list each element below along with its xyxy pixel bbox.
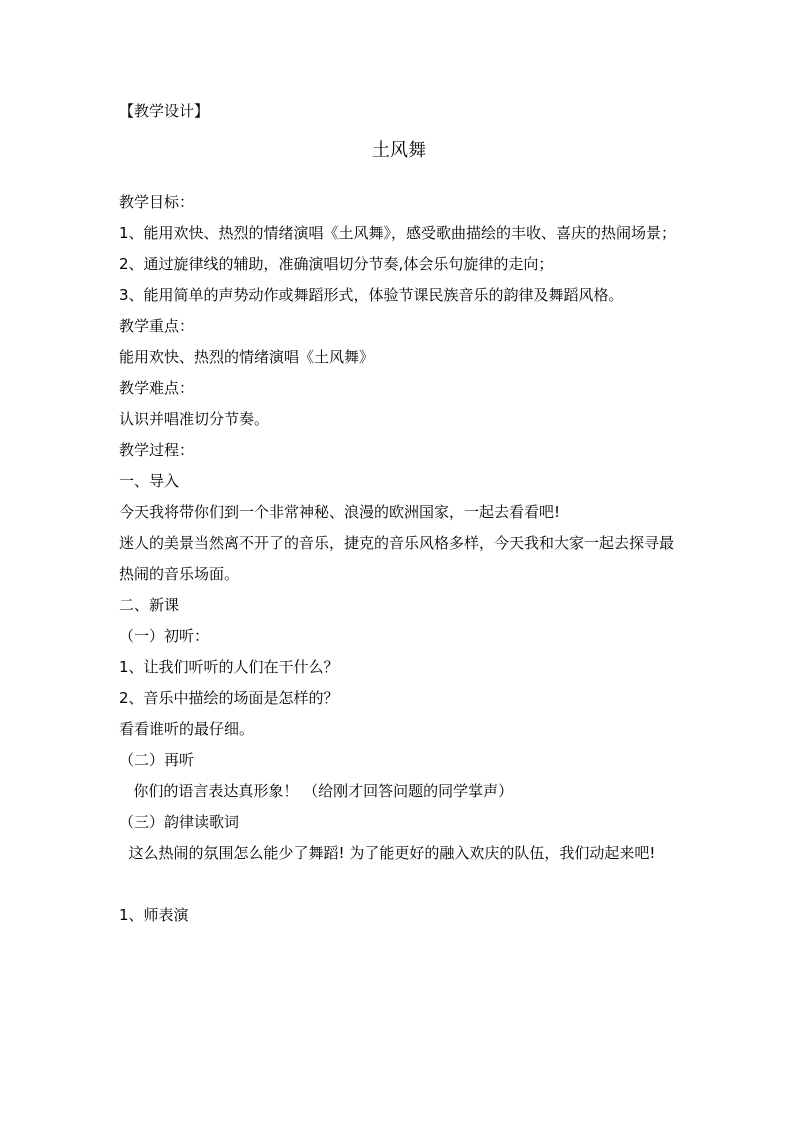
paragraph-line: 2、通过旋律线的辅助，准确演唱切分节奏,体会乐句旋律的走向； xyxy=(119,255,554,273)
paragraph-line: 教学重点： xyxy=(119,317,195,335)
paragraph-line: 1、师表演 xyxy=(119,906,189,924)
paragraph-line: （三）韵律读歌词 xyxy=(119,813,240,831)
document-title: 土风舞 xyxy=(372,140,426,161)
paragraph-line: 能用欢快、热烈的情绪演唱《土风舞》 xyxy=(119,348,375,366)
paragraph-line: （一）初听： xyxy=(119,627,210,645)
paragraph-line: 教学过程： xyxy=(119,441,195,459)
paragraph-line: 2、音乐中描绘的场面是怎样的？ xyxy=(119,689,339,707)
paragraph-line: 一、导入 xyxy=(119,472,180,490)
paragraph-line: 你们的语言表达真形象！ （给刚才回答问题的同学掌声） xyxy=(119,782,514,800)
paragraph-line: 1、让我们听听的人们在干什么？ xyxy=(119,658,339,676)
paragraph-line: 3、能用简单的声势动作或舞蹈形式，体验节课民族音乐的韵律及舞蹈风格。 xyxy=(119,286,624,304)
paragraph-line: 迷人的美景当然离不开了的音乐，捷克的音乐风格多样，今天我和大家一起去探寻最热闹的音乐场面。 xyxy=(119,534,675,583)
paragraph-line: 这么热闹的氛围怎么能少了舞蹈! 为了能更好的融入欢庆的队伍，我们动起来吧! xyxy=(119,844,656,862)
paragraph-line: 认识并唱准切分节奏。 xyxy=(119,410,270,428)
paragraph-line: 二、新课 xyxy=(119,596,180,614)
paragraph-line: 1、能用欢快、热烈的情绪演唱《土风舞》，感受歌曲描绘的丰收、喜庆的热闹场景； xyxy=(119,224,677,242)
paragraph-line: 看看谁听的最仔细。 xyxy=(119,720,255,738)
blank-line xyxy=(119,869,679,900)
document-body xyxy=(119,96,679,931)
paragraph-line: （二）再听 xyxy=(119,751,195,769)
paragraph-line: 教学目标： xyxy=(119,193,195,211)
section-tag: 【教学设计】 xyxy=(119,102,210,120)
paragraph-line: 教学难点： xyxy=(119,379,195,397)
paragraph-line: 今天我将带你们到一个非常神秘、浪漫的欧洲国家，一起去看看吧! xyxy=(119,503,561,521)
